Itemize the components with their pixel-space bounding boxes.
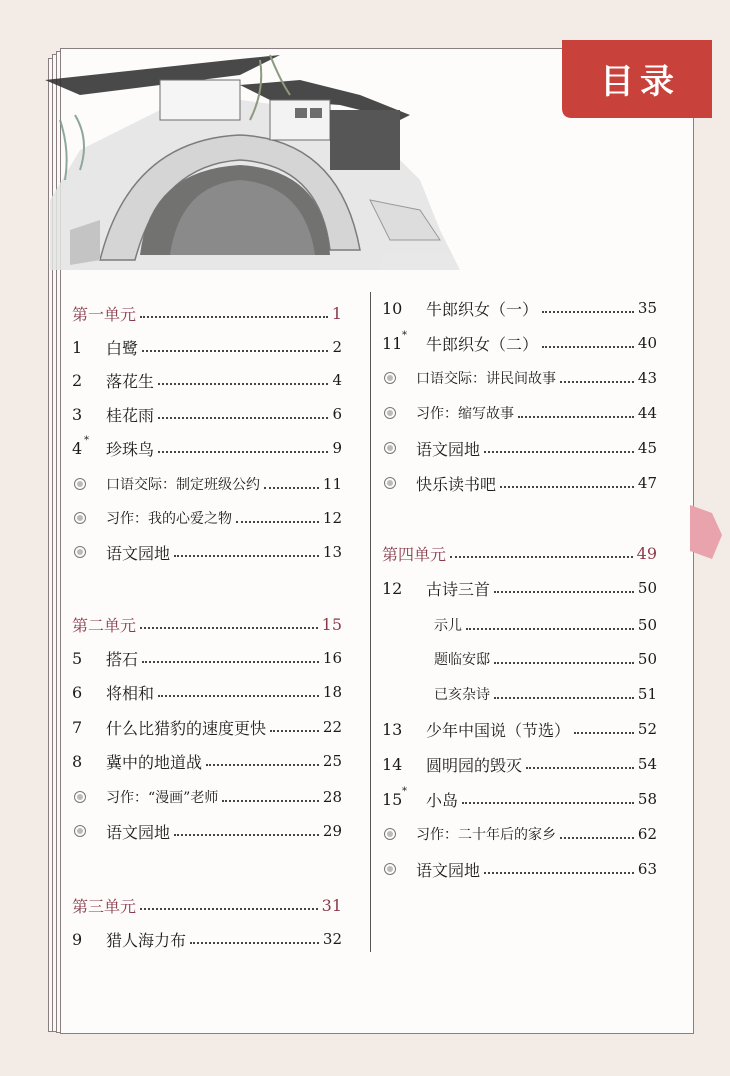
entry-title: 第三单元 — [72, 896, 137, 916]
dot-leader — [518, 416, 634, 418]
entry-title: 白鹭 — [106, 338, 139, 358]
dot-leader — [174, 834, 319, 836]
dot-leader — [140, 908, 318, 910]
entry-title: 语文园地 — [416, 439, 481, 459]
dot-leader — [142, 661, 319, 663]
circle-bullet-icon — [72, 509, 106, 528]
lesson-number-text: 1 — [72, 337, 83, 357]
page-number: 50 — [637, 579, 657, 597]
optional-star: * — [84, 434, 89, 446]
circle-icon — [384, 372, 396, 384]
entry-title: 题临安邸 — [434, 652, 490, 668]
lesson-number-text: 4 — [72, 438, 83, 458]
circle-bullet-icon — [382, 860, 416, 879]
page-title: 目录 — [600, 62, 680, 102]
entry-title: 冀中的地道战 — [106, 752, 203, 772]
toc-entry[interactable] — [72, 679, 342, 705]
dot-leader — [174, 555, 319, 557]
entry-title: 已亥杂诗 — [434, 687, 490, 703]
lesson-number-text: 11 — [382, 333, 403, 353]
dot-leader — [494, 697, 634, 699]
dot-leader — [494, 591, 634, 593]
page-number: 52 — [637, 720, 657, 738]
dot-leader — [140, 316, 328, 318]
lesson-number-text: 8 — [72, 751, 83, 771]
unit-heading[interactable] — [382, 540, 657, 566]
toc-entry[interactable] — [72, 505, 342, 531]
entry-title: 第二单元 — [72, 615, 137, 635]
toc-entry[interactable] — [382, 716, 657, 742]
unit-heading[interactable] — [72, 892, 342, 918]
dot-leader — [494, 662, 634, 664]
entry-title: 牛郎织女（一） — [426, 299, 539, 319]
entry-title: 口语交际：讲民间故事 — [416, 371, 556, 387]
lesson-number-text: 7 — [72, 717, 83, 737]
entry-title: 古诗三首 — [426, 579, 491, 599]
entry-title: 示儿 — [434, 618, 462, 634]
page-number: 29 — [322, 822, 342, 840]
toc-entry[interactable] — [72, 818, 342, 844]
page-number: 15 — [321, 614, 342, 634]
page-number: 58 — [637, 790, 657, 808]
toc-entry[interactable] — [72, 471, 342, 497]
lesson-number — [72, 752, 106, 771]
bookmark-tab — [690, 505, 722, 559]
dot-leader — [526, 767, 634, 769]
dot-leader — [236, 521, 319, 523]
dot-leader — [560, 837, 634, 839]
page-number: 4 — [332, 371, 342, 389]
lesson-number — [72, 683, 106, 702]
dot-leader — [158, 695, 319, 697]
toc-entry[interactable] — [72, 714, 342, 740]
entry-title: 习作：“漫画”老师 — [106, 790, 219, 806]
lesson-number — [382, 299, 426, 318]
entry-title: 猎人海力布 — [106, 930, 187, 950]
toc-entry[interactable] — [382, 365, 657, 391]
optional-star: * — [402, 329, 407, 341]
page-number: 31 — [321, 895, 342, 915]
circle-icon — [74, 546, 86, 558]
dot-leader — [158, 383, 328, 385]
entry-title: 搭石 — [106, 649, 139, 669]
entry-title: 习作：我的心爱之物 — [106, 511, 232, 527]
page-number: 11 — [322, 475, 342, 493]
circle-bullet-icon — [72, 475, 106, 494]
entry-title: 桂花雨 — [106, 405, 155, 425]
toc-entry[interactable] — [382, 751, 657, 777]
dot-leader — [142, 350, 328, 352]
circle-bullet-icon — [382, 404, 416, 423]
dot-leader — [484, 872, 634, 874]
circle-bullet-icon — [382, 825, 416, 844]
lesson-number-text: 6 — [72, 682, 83, 702]
toc-entry[interactable] — [382, 330, 657, 356]
lesson-number — [72, 718, 106, 737]
page-number: 50 — [637, 616, 657, 634]
dot-leader — [450, 556, 633, 558]
entry-title: 第一单元 — [72, 304, 137, 324]
circle-icon — [384, 477, 396, 489]
entry-title: 将相和 — [106, 683, 155, 703]
page-number: 49 — [636, 543, 657, 563]
lesson-number — [382, 720, 426, 739]
lesson-number-text: 12 — [382, 578, 403, 598]
toc-entry[interactable] — [72, 367, 342, 393]
entry-title: 习作：二十年后的家乡 — [416, 827, 556, 843]
lesson-number-text: 13 — [382, 719, 403, 739]
dot-leader — [264, 487, 319, 489]
circle-bullet-icon — [72, 543, 106, 562]
toc-entry[interactable] — [382, 575, 657, 601]
entry-title: 习作：缩写故事 — [416, 406, 514, 422]
dot-leader — [574, 732, 634, 734]
page-number: 2 — [332, 338, 342, 356]
lesson-number — [382, 755, 426, 774]
dot-leader — [500, 486, 634, 488]
page-number: 1 — [331, 303, 342, 323]
toc-entry[interactable] — [72, 334, 342, 360]
toc-entry[interactable] — [382, 681, 657, 707]
lesson-number — [72, 338, 106, 357]
page-number: 40 — [637, 334, 657, 352]
dot-leader — [560, 381, 634, 383]
page-number: 62 — [637, 825, 657, 843]
entry-title: 语文园地 — [106, 822, 171, 842]
lesson-number — [72, 405, 106, 424]
page-number: 22 — [322, 718, 342, 736]
dot-leader — [484, 451, 634, 453]
dot-leader — [206, 764, 319, 766]
toc-entry[interactable] — [382, 612, 657, 638]
entry-title: 牛郎织女（二） — [426, 334, 539, 354]
circle-icon — [74, 478, 86, 490]
circle-icon — [384, 828, 396, 840]
dot-leader — [140, 627, 318, 629]
entry-title: 快乐读书吧 — [416, 474, 497, 494]
toc-entry[interactable] — [382, 646, 657, 672]
lesson-number-text: 3 — [72, 404, 83, 424]
dot-leader — [270, 730, 319, 732]
entry-title: 小岛 — [426, 790, 459, 810]
page-number: 12 — [322, 509, 342, 527]
page-number: 28 — [322, 788, 342, 806]
toc-entry[interactable] — [382, 295, 657, 321]
lesson-number — [382, 329, 426, 353]
circle-bullet-icon — [72, 788, 106, 807]
toc-entry[interactable] — [382, 435, 657, 461]
unit-heading[interactable] — [72, 611, 342, 637]
lesson-number-text: 9 — [72, 929, 83, 949]
entry-title: 语文园地 — [106, 543, 171, 563]
entry-title: 什么比猎豹的速度更快 — [106, 718, 267, 738]
page-number: 6 — [332, 405, 342, 423]
lesson-number-text: 5 — [72, 648, 83, 668]
dot-leader — [542, 311, 634, 313]
circle-bullet-icon — [382, 369, 416, 388]
toc-entry[interactable] — [382, 856, 657, 882]
unit-heading[interactable] — [72, 300, 342, 326]
bridge-illustration — [40, 0, 460, 270]
page-number: 25 — [322, 752, 342, 770]
entry-title: 第四单元 — [382, 544, 447, 564]
column-divider — [370, 292, 371, 952]
page-number: 13 — [322, 543, 342, 561]
toc-entry[interactable] — [382, 470, 657, 496]
dot-leader — [158, 417, 328, 419]
page-number: 50 — [637, 650, 657, 668]
page-number: 51 — [637, 685, 657, 703]
dot-leader — [466, 628, 634, 630]
toc-entry[interactable] — [382, 821, 657, 847]
circle-icon — [74, 512, 86, 524]
dot-leader — [222, 800, 319, 802]
dot-leader — [542, 346, 634, 348]
entry-title: 语文园地 — [416, 860, 481, 880]
circle-icon — [384, 407, 396, 419]
page-number: 47 — [637, 474, 657, 492]
optional-star: * — [402, 785, 407, 797]
circle-bullet-icon — [382, 474, 416, 493]
lesson-number — [382, 579, 426, 598]
lesson-number-text: 14 — [382, 754, 403, 774]
lesson-number-text: 10 — [382, 298, 403, 318]
lesson-number — [72, 930, 106, 949]
page-number: 45 — [637, 439, 657, 457]
toc-entry[interactable] — [72, 645, 342, 671]
lesson-number — [72, 649, 106, 668]
lesson-number-text: 2 — [72, 370, 83, 390]
page-number: 54 — [637, 755, 657, 773]
lesson-number — [382, 785, 426, 809]
page-number: 35 — [637, 299, 657, 317]
circle-icon — [74, 791, 86, 803]
entry-title: 少年中国说（节选） — [426, 720, 571, 740]
toc-entry[interactable] — [72, 435, 342, 461]
toc-entry[interactable] — [72, 539, 342, 565]
circle-bullet-icon — [72, 822, 106, 841]
toc-entry[interactable] — [72, 926, 342, 952]
toc-entry[interactable] — [382, 786, 657, 812]
page-number: 16 — [322, 649, 342, 667]
entry-title: 圆明园的毁灭 — [426, 755, 523, 775]
page-number: 43 — [637, 369, 657, 387]
circle-bullet-icon — [382, 439, 416, 458]
toc-entry[interactable] — [72, 784, 342, 810]
dot-leader — [462, 802, 634, 804]
page-number: 18 — [322, 683, 342, 701]
entry-title: 珍珠鸟 — [106, 439, 155, 459]
page-number: 63 — [637, 860, 657, 878]
toc-entry[interactable] — [72, 748, 342, 774]
lesson-number — [72, 371, 106, 390]
page-number: 32 — [322, 930, 342, 948]
page-number: 9 — [332, 439, 342, 457]
lesson-number-text: 15 — [382, 789, 403, 809]
toc-entry[interactable] — [72, 401, 342, 427]
toc-entry[interactable] — [382, 400, 657, 426]
page-number: 44 — [637, 404, 657, 422]
entry-title: 落花生 — [106, 371, 155, 391]
circle-icon — [74, 825, 86, 837]
entry-title: 口语交际：制定班级公约 — [106, 477, 260, 493]
circle-icon — [384, 863, 396, 875]
dot-leader — [190, 942, 319, 944]
circle-icon — [384, 442, 396, 454]
dot-leader — [158, 451, 328, 453]
lesson-number — [72, 434, 106, 458]
